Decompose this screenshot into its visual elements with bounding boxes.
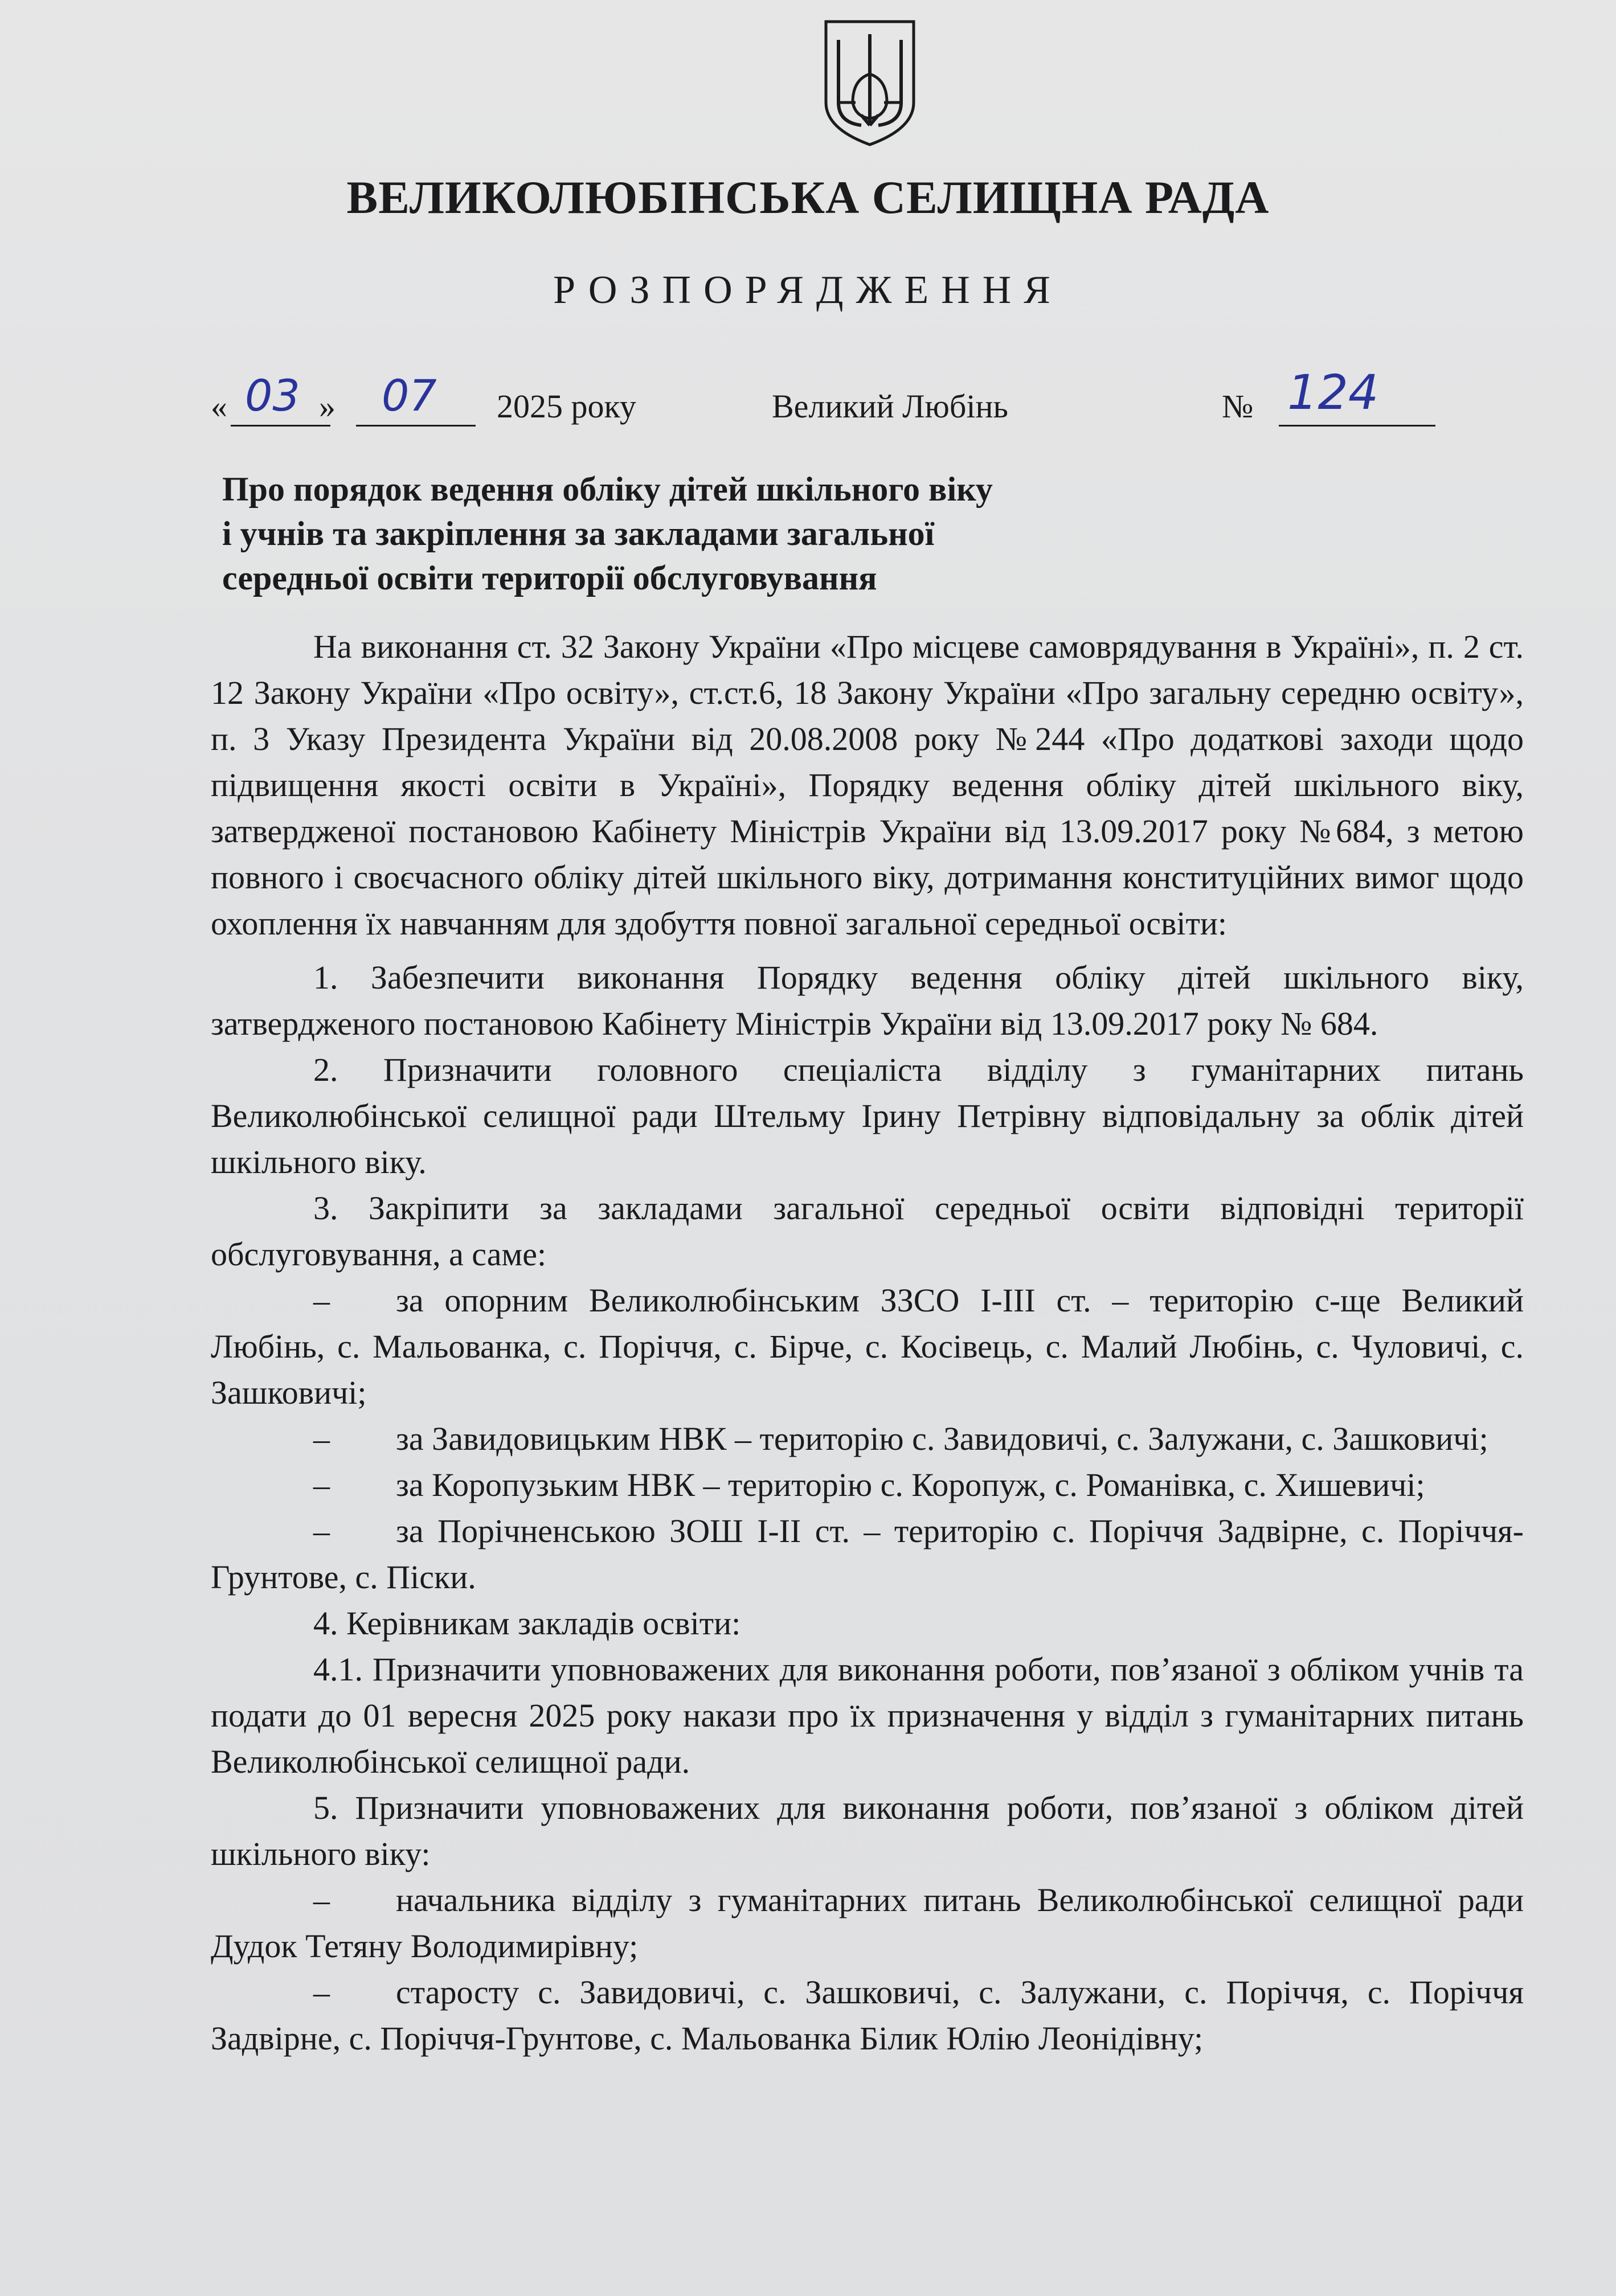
item-3-list-item: – за Порічненською ЗОШ І-ІІ ст. – територію с. Поріччя Задвірне, с. Поріччя-Грунтове, с. Піски. [211,1512,1524,1596]
subject-line: і учнів та закріплення за закладами загальної [222,515,935,552]
document-body [211,624,1524,2061]
item-4-1: 4.1. Призначити уповноважених для виконання роботи, пов’язаної з обліком учнів та подати до 01 вересня 2025 року накази про їх призначення у відділ з гуманітарних питань Великолюбінської селищної ради. [211,1651,1524,1780]
organization-title: ВЕЛИКОЛЮБІНСЬКА СЕЛИЩНА РАДА [346,171,1270,223]
number-label: № [1222,388,1254,425]
date-month-underline [356,425,476,427]
item-3-list-item: – за опорним Великолюбінським ЗЗСО І-ІІІ ст. – територію с-ще Великий Любінь, с. Мальованка, с. Поріччя, с. Бірче, с. Косівець, с. Малий Любінь, с. Чуловичі, с. Зашковичі; [211,1282,1524,1411]
preamble-paragraph: На виконання ст. 32 Закону України «Про місцеве самоврядування в Україні», п. 2 ст. 12 Закону України «Про освіту», ст.ст.6, 18 Закону України «Про загальну середню освіту», п. 3 Указу Президента України від 20.08.2008 року №244 «Про додаткові заходи щодо підвищення якості освіти в Україні», Порядку ведення обліку дітей шкільного віку, затвердженої постановою Кабінету Міністрів України від 13.09.2017 року №684, з метою повного і своєчасного обліку дітей шкільного віку, дотримання конституційних вимог щодо охоплення їх навчанням для здобуття повної загальної середньої освіти: [211,628,1524,942]
item-1: 1. Забезпечити виконання Порядку ведення обліку дітей шкільного віку, затвердженого постановою Кабінету Міністрів України від 13.09.2017 року № 684. [211,959,1524,1042]
subject-line: Про порядок ведення обліку дітей шкільного віку [222,470,993,508]
item-5: 5. Призначити уповноважених для виконання роботи, пов’язаної з обліком дітей шкільного віку: [211,1789,1524,1872]
date-day-underline [231,425,330,427]
item-2: 2. Призначити головного спеціаліста відділу з гуманітарних питань Великолюбінської селищної ради Штельму Ірину Петрівну відповідальну за облік дітей шкільного віку. [211,1051,1524,1180]
item-4: 4. Керівникам закладів освіти: [313,1605,741,1642]
item-3-list-item: – за Завидовицьким НВК – територію с. Завидовичі, с. Залужани, с. Зашковичі; [313,1420,1488,1457]
subject-block [222,467,1134,600]
date-number-line [211,364,1445,427]
document-type-title: РОЗПОРЯДЖЕННЯ [553,268,1063,312]
date-month: 07 [382,370,437,421]
item-5-list-item: – старосту с. Завидовичі, с. Зашковичі, с. Залужани, с. Поріччя, с. Поріччя Задвірне, с. Поріччя-Грунтове, с. Мальованка Білик Юлію Леонідівну; [211,1974,1524,2057]
quote-close: » [319,388,336,425]
place-name: Великий Любінь [772,388,1008,425]
subject-line: середньої освіти території обслуговування [222,559,877,597]
date-day: 03 [245,370,300,421]
date-year: 2025 року [497,388,636,425]
item-5-list-item: – начальника відділу з гуманітарних питань Великолюбінської селищної ради Дудок Тетяну Володимирівну; [211,1881,1524,1965]
coat-of-arms-icon [821,17,918,148]
number-underline [1279,425,1435,427]
document-number: 124 [1287,364,1379,420]
item-3: 3. Закріпити за закладами загальної середньої освіти відповідні території обслуговування, а саме: [211,1190,1524,1273]
item-3-list-item: – за Коропузьким НВК – територію с. Коропуж, с. Романівка, с. Хишевичі; [313,1466,1425,1503]
quote-open: « [211,388,227,425]
